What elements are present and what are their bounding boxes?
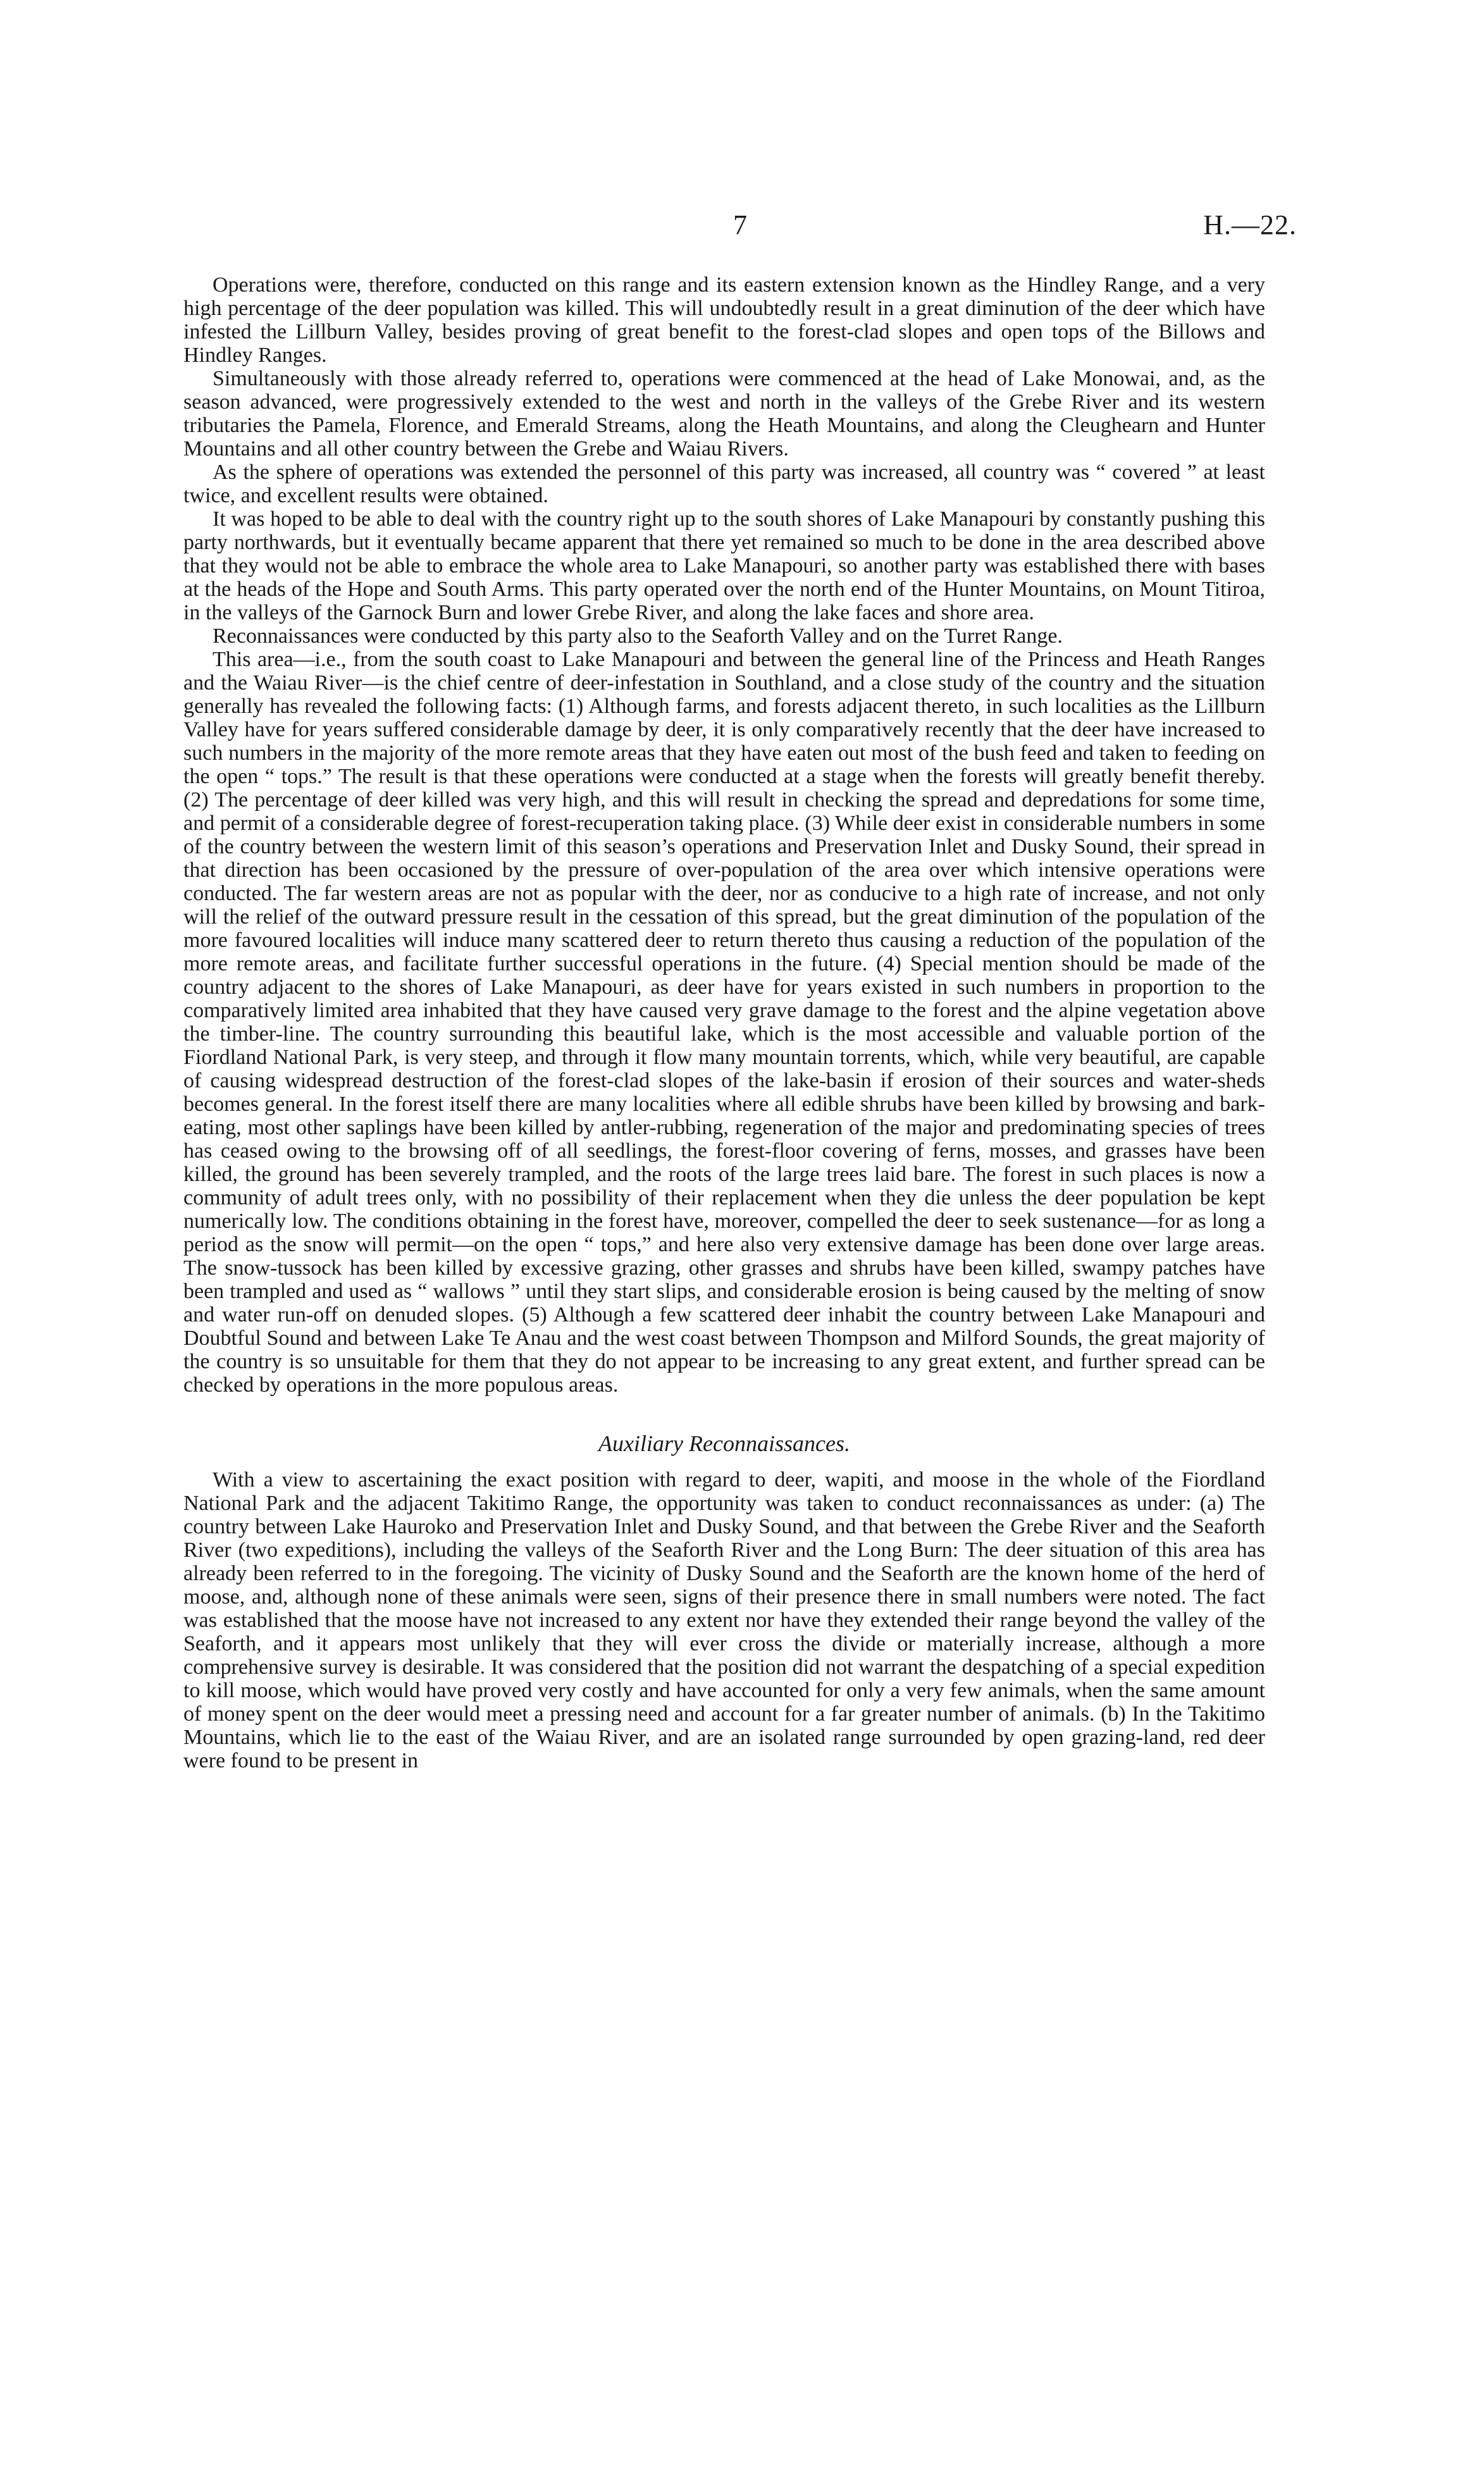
paragraph: With a view to ascertaining the exact position with regard to deer, wapiti, and moose in the whole of the Fiordland National Park and the adjacent Takitimo Range, the opportunity was taken to conduct reconnaissances as under: (a) The country between Lake Hauroko and Preservation Inlet and Dusky Sound, and that between the Grebe River and the Seaforth River (two expeditions), including the valleys of the Seaforth River and the Long Burn: The deer situation of this area has already been referred to in the foregoing. The vicinity of Dusky Sound and the Seaforth are the known home of the herd of moose, and, although none of these animals were seen, signs of their presence there in small numbers were noted. The fact was established that the moose have not increased to any extent nor have they extended their range beyond the valley of the Seaforth, and it appears most unlikely that they will ever cross the divide or materially increase, although a more comprehensive survey is desirable. It was considered that the position did not warrant the despatching of a special expedition to kill moose, which would have proved very costly and have accounted for only a very few animals, when the same amount of money spent on the deer would meet a pressing need and account for a far greater number of animals. (b) In the Takitimo Mountains, which lie to the east of the Waiau River, and are an isolated range surrounded by open grazing-land, red deer were found to be present in	[183, 1468, 1265, 1772]
paragraph: Operations were, therefore, conducted on this range and its eastern extension known as the Hindley Range, and a very high percentage of the deer population was killed. This will undoubtedly result in a great diminution of the deer which have infested the Lillburn Valley, besides proving of great benefit to the forest-clad slopes and open tops of the Billows and Hindley Ranges.	[183, 273, 1265, 367]
document-reference: H.—22.	[1203, 209, 1297, 240]
body-text	[183, 273, 1265, 1772]
paragraph: As the sphere of operations was extended the personnel of this party was increased, all country was “ covered ” at least twice, and excellent results were obtained.	[183, 461, 1265, 507]
paragraph: Simultaneously with those already referred to, operations were commenced at the head of Lake Monowai, and, as the season advanced, were progressively extended to the west and north in the valleys of the Grebe River and its western tributaries the Pamela, Florence, and Emerald Streams, along the Heath Mountains, and along the Cleughearn and Hunter Mountains and all other country between the Grebe and Waiau Rivers.	[183, 367, 1265, 461]
page-number: 7	[733, 209, 747, 240]
paragraph: This area—i.e., from the south coast to Lake Manapouri and between the general line of the Princess and Heath Ranges and the Waiau River—is the chief centre of deer-infestation in Southland, and a close study of the country and the situation generally has revealed the following facts: (1) Although farms, and forests adjacent thereto, in such localities as the Lillburn Valley have for years suffered considerable damage by deer, it is only comparatively recently that the deer have increased to such numbers in the majority of the more remote areas that they have eaten out most of the bush feed and taken to feeding on the open “ tops.” The result is that these operations were conducted at a stage when the forests will greatly benefit thereby. (2) The percentage of deer killed was very high, and this will result in checking the spread and depredations for some time, and permit of a considerable degree of forest-recuperation taking place. (3) While deer exist in considerable numbers in some of the country between the western limit of this season’s operations and Preservation Inlet and Dusky Sound, their spread in that direction has been occasioned by the pressure of over-population of the area over which intensive operations were conducted. The far western areas are not as popular with the deer, nor as conducive to a high rate of increase, and not only will the relief of the outward pressure result in the cessation of this spread, but the great diminution of the population of the more favoured localities will induce many scattered deer to return thereto thus causing a reduction of the population of the more remote areas, and facilitate further successful operations in the future. (4) Special mention should be made of the country adjacent to the shores of Lake Manapouri, as deer have for years existed in such numbers in proportion to the comparatively limited area inhabited that they have caused very grave damage to the forest and the alpine vegetation above the timber-line. The country surrounding this beautiful lake, which is the most accessible and valuable portion of the Fiordland National Park, is very steep, and through it flow many mountain torrents, which, while very beautiful, are capable of causing widespread destruction of the forest-clad slopes of the lake-basin if erosion of their sources and water-sheds becomes general. In the forest itself there are many localities where all edible shrubs have been killed by browsing and bark-eating, most other saplings have been killed by antler-rubbing, regeneration of the major and predominating species of trees has ceased owing to the browsing off of all seedlings, the forest-floor covering of ferns, mosses, and grasses have been killed, the ground has been severely trampled, and the roots of the large trees laid bare. The forest in such places is now a community of adult trees only, with no possibility of their replacement when they die unless the deer population be kept numerically low. The conditions obtaining in the forest have, moreover, compelled the deer to seek sustenance—for as long a period as the snow will permit—on the open “ tops,” and here also very extensive damage has been done over large areas. The snow-tussock has been killed by excessive grazing, other grasses and shrubs have been killed, swampy patches have been trampled and used as “ wallows ” until they start slips, and considerable erosion is being caused by the melting of snow and water run-off on denuded slopes. (5) Although a few scattered deer inhabit the country between Lake Manapouri and Doubtful Sound and between Lake Te Anau and the west coast between Thompson and Milford Sounds, the great majority of the country is so unsuitable for them that they do not appear to be increasing to any great extent, and further spread can be checked by operations in the more populous areas.	[183, 648, 1265, 1397]
paragraph: It was hoped to be able to deal with the country right up to the south shores of Lake Manapouri by constantly pushing this party northwards, but it eventually became apparent that there yet remained so much to be done in the area described above that they would not be able to embrace the whole area to Lake Manapouri, so another party was established there with bases at the heads of the Hope and South Arms. This party operated over the north end of the Hunter Mountains, on Mount Titiroa, in the valleys of the Garnock Burn and lower Grebe River, and along the lake faces and shore area.	[183, 507, 1265, 624]
paragraph: Reconnaissances were conducted by this party also to the Seaforth Valley and on the Turret Range.	[213, 624, 1063, 648]
section-heading: Auxiliary Reconnaissances.	[598, 1431, 850, 1456]
